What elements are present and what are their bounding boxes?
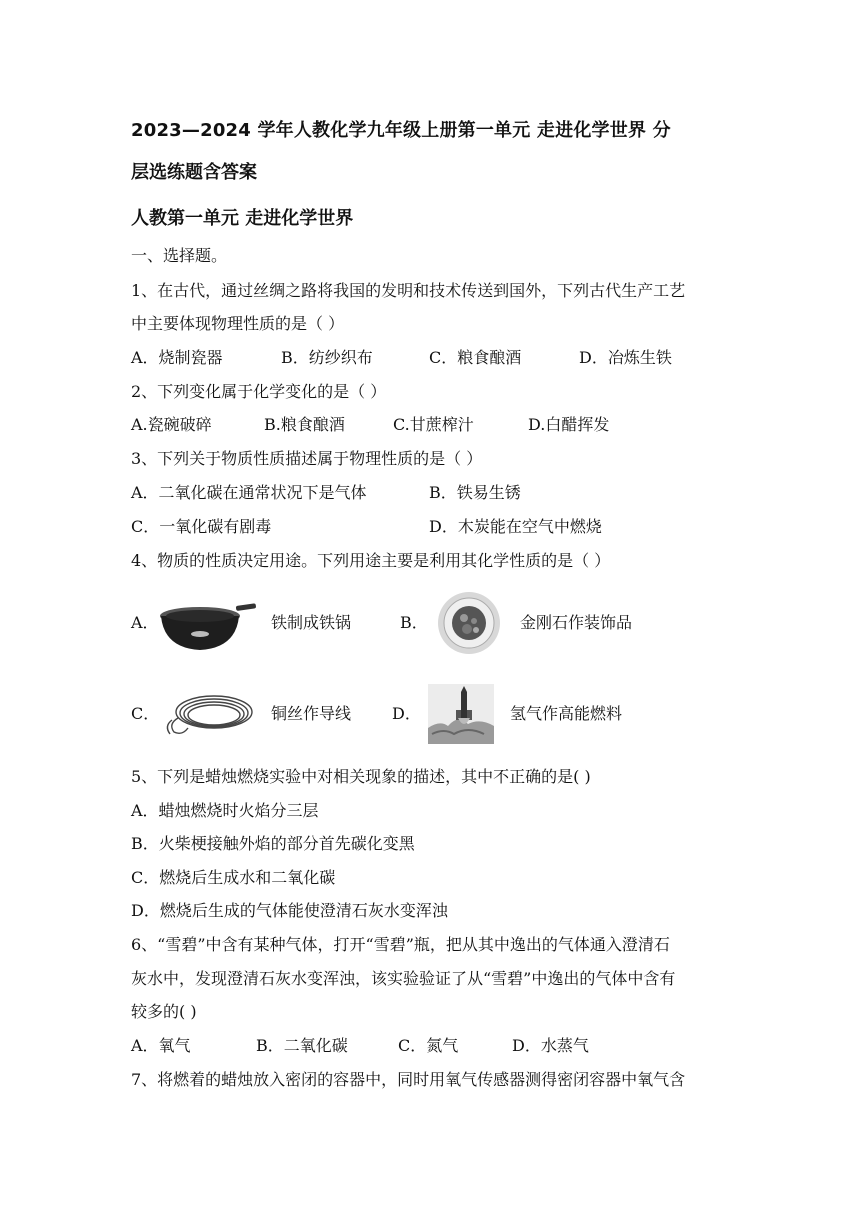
q1-option-c: C．粮食酿酒	[429, 348, 522, 367]
q4-option-a-letter: A．	[131, 613, 159, 632]
rocket-launch-icon	[428, 684, 494, 744]
copper-coil-icon	[162, 690, 256, 738]
wok-icon	[158, 594, 256, 654]
q4-option-b-text: 金刚石作装饰品	[520, 613, 633, 632]
q6-option-b: B．二氧化碳	[256, 1036, 348, 1055]
q4-option-d-text: 氢气作高能燃料	[510, 704, 623, 723]
document-subtitle: 人教第一单元 走进化学世界	[131, 208, 354, 229]
q2-option-b: B.粮食酿酒	[264, 415, 345, 434]
q6-option-a: A．氧气	[131, 1036, 191, 1055]
q3-option-b: B．铁易生锈	[429, 483, 521, 502]
q1-option-a: A．烧制瓷器	[131, 348, 223, 367]
q4-option-d-letter: D．	[392, 704, 421, 723]
q5-option-a: A．蜡烛燃烧时火焰分三层	[131, 801, 319, 820]
q1-options	[131, 347, 672, 369]
section-heading: 一、选择题。	[131, 246, 228, 265]
q5-option-b: B．火柴梗接触外焰的部分首先碳化变黑	[131, 834, 415, 853]
q4-option-c-letter: C．	[131, 704, 160, 723]
q3-options-row2	[131, 516, 602, 538]
q2-option-d: D.白醋挥发	[528, 415, 610, 434]
document-title-line2: 层选练题含答案	[131, 162, 257, 183]
q5-option-c: C．燃烧后生成水和二氧化碳	[131, 868, 336, 887]
q3-option-d: D．木炭能在空气中燃烧	[429, 517, 602, 536]
diamond-plate-icon	[436, 591, 502, 655]
q1-stem-line1: 1、在古代，通过丝绸之路将我国的发明和技术传送到国外，下列古代生产工艺	[131, 281, 686, 300]
q6-stem-line2: 灰水中，发现澄清石灰水变浑浊，该实验验证了从“雪碧”中逸出的气体中含有	[131, 969, 676, 988]
q2-option-a: A.瓷碗破碎	[131, 415, 212, 434]
q4-option-a-text: 铁制成铁锅	[271, 613, 352, 632]
q2-options	[131, 414, 609, 436]
q3-stem: 3、下列关于物质性质描述属于物理性质的是（ ）	[131, 449, 483, 468]
q1-stem-line2: 中主要体现物理性质的是（ ）	[131, 314, 345, 333]
q6-stem-line1: 6、“雪碧”中含有某种气体，打开“雪碧”瓶，把从其中逸出的气体通入澄清石	[131, 935, 670, 954]
q2-stem: 2、下列变化属于化学变化的是（ ）	[131, 382, 387, 401]
q1-option-b: B．纺纱织布	[281, 348, 373, 367]
q3-options-row1	[131, 482, 521, 504]
q7-stem-line1: 7、将燃着的蜡烛放入密闭的容器中，同时用氧气传感器测得密闭容器中氧气含	[131, 1070, 686, 1089]
q1-option-d: D．冶炼生铁	[579, 348, 672, 367]
q6-option-c: C．氮气	[398, 1036, 459, 1055]
q4-option-b-letter: B．	[400, 613, 428, 632]
q2-option-c: C.甘蔗榨汁	[393, 415, 474, 434]
document-title-line1: 2023—2024 学年人教化学九年级上册第一单元 走进化学世界 分	[131, 120, 671, 141]
q6-options	[131, 1035, 589, 1057]
q6-stem-line3: 较多的( )	[131, 1002, 197, 1021]
q3-option-c: C．一氧化碳有剧毒	[131, 517, 272, 536]
q4-option-c-text: 铜丝作导线	[271, 704, 352, 723]
q4-stem: 4、物质的性质决定用途。下列用途主要是利用其化学性质的是（ ）	[131, 551, 611, 570]
q6-option-d: D．水蒸气	[512, 1036, 589, 1055]
q3-option-a: A．二氧化碳在通常状况下是气体	[131, 483, 367, 502]
q5-stem: 5、下列是蜡烛燃烧实验中对相关现象的描述，其中不正确的是( )	[131, 767, 591, 786]
q5-option-d: D．燃烧后生成的气体能使澄清石灰水变浑浊	[131, 901, 448, 920]
